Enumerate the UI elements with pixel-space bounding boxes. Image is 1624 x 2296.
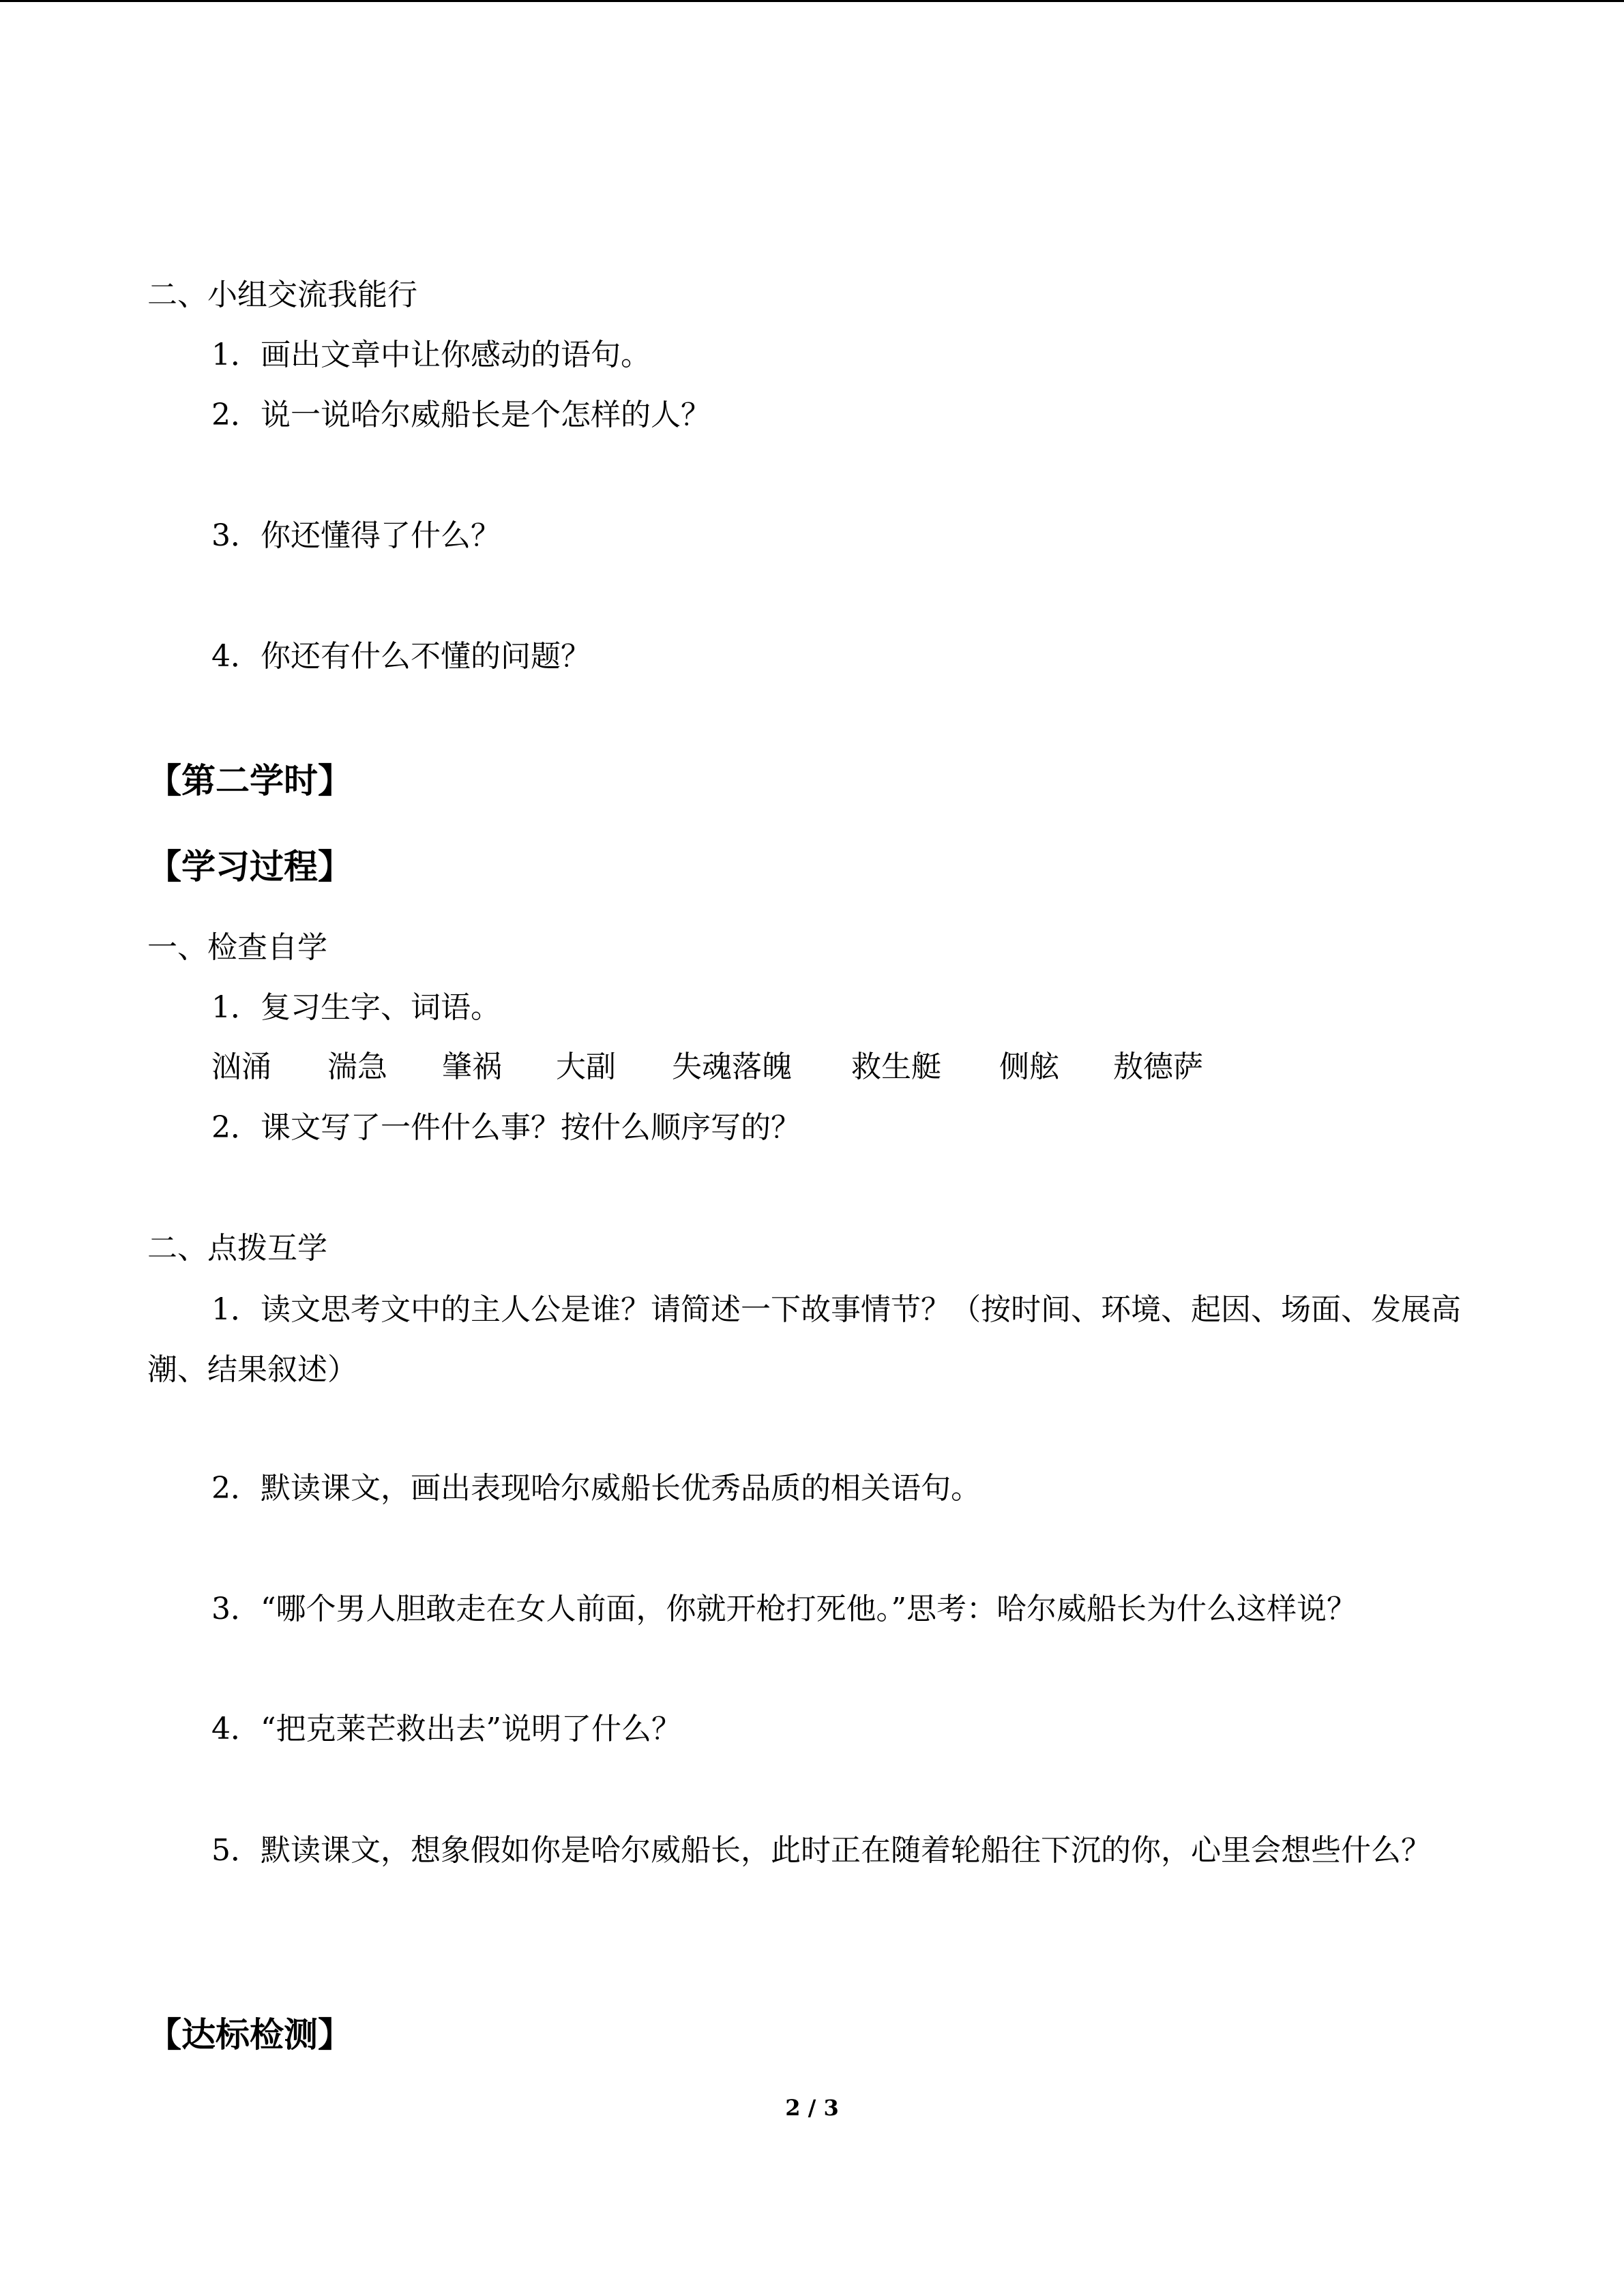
list-item: 5．默读课文，想象假如你是哈尔威船长，此时正在随着轮船往下沉的你，心里会想些什么？ bbox=[211, 1833, 1431, 1868]
list-item: 1．复习生字、词语。 bbox=[211, 990, 501, 1025]
vocab-word: 敖德萨 bbox=[1113, 1049, 1203, 1084]
section-heading-mutual-learning: 二、点拨互学 bbox=[147, 1231, 327, 1266]
top-border-line bbox=[0, 0, 1624, 2]
vocab-word: 湍急 bbox=[327, 1049, 387, 1084]
vocab-word: 大副 bbox=[556, 1049, 616, 1084]
section-heading-group-discussion: 二、小组交流我能行 bbox=[147, 278, 417, 312]
list-item: 2．默读课文，画出表现哈尔威船长优秀品质的相关语句。 bbox=[211, 1471, 981, 1506]
list-item: 4．你还有什么不懂的问题？ bbox=[211, 639, 591, 674]
list-item: 2．说一说哈尔威船长是个怎样的人？ bbox=[211, 398, 711, 432]
vocab-word: 救生艇 bbox=[851, 1049, 941, 1084]
vocab-word: 失魂落魄 bbox=[672, 1049, 792, 1084]
vocab-word: 侧舷 bbox=[999, 1049, 1059, 1084]
list-item: 1．读文思考文中的主人公是谁？请简述一下故事情节？（按时间、环境、起因、场面、发展高潮、结果叙述） bbox=[147, 1292, 1461, 1387]
list-item: 1．画出文章中让你感动的语句。 bbox=[211, 338, 651, 372]
second-period-heading: 【第二学时】 bbox=[147, 760, 352, 801]
vocab-word: 肇祸 bbox=[442, 1049, 502, 1084]
learning-process-heading: 【学习过程】 bbox=[147, 846, 352, 886]
section-heading-self-check: 一、检查自学 bbox=[147, 930, 327, 965]
list-item: 4．“把克莱芒救出去”说明了什么？ bbox=[211, 1712, 681, 1746]
page-number: 2 / 3 bbox=[785, 2095, 839, 2121]
list-item: 2．课文写了一件什么事？按什么顺序写的？ bbox=[211, 1110, 801, 1145]
vocab-word: 汹涌 bbox=[211, 1049, 271, 1084]
assessment-heading: 【达标检测】 bbox=[147, 2014, 352, 2055]
list-item: 3．“哪个男人胆敢走在女人前面，你就开枪打死他。”思考：哈尔威船长为什么这样说？ bbox=[211, 1592, 1357, 1626]
list-item: 3．你还懂得了什么？ bbox=[211, 518, 501, 553]
